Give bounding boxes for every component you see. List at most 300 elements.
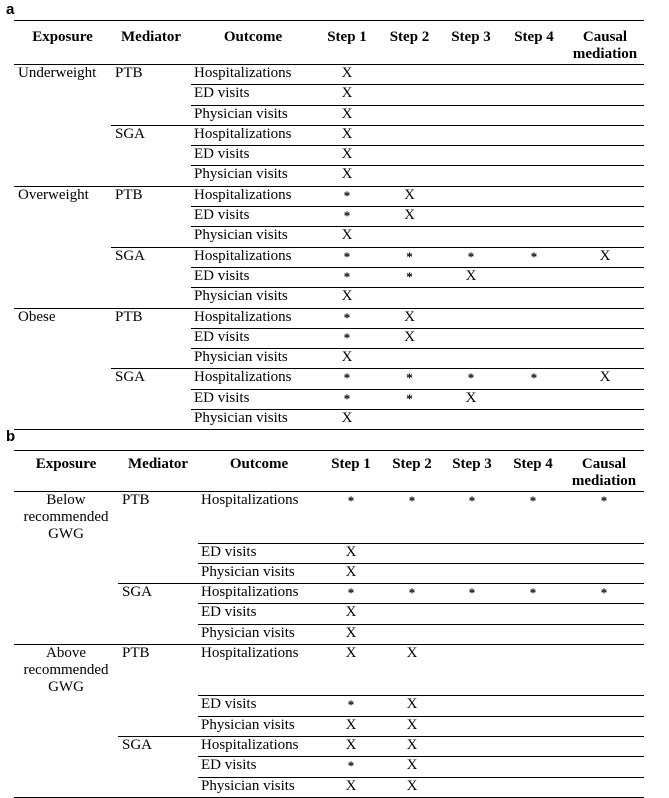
column-header-exposure: Exposure	[14, 451, 118, 492]
mediator-cell	[118, 543, 198, 563]
step-cell	[566, 369, 644, 389]
step-cell	[440, 125, 502, 145]
step-cell	[315, 410, 379, 430]
step-cell	[442, 757, 502, 777]
step-cell	[440, 349, 502, 369]
x-mark: X	[406, 757, 418, 774]
mediator-cell	[111, 105, 191, 125]
table-row	[14, 207, 644, 227]
x-mark: X	[404, 308, 415, 325]
x-mark: X	[465, 267, 477, 284]
step-cell	[564, 543, 644, 563]
asterisk-mark: *	[406, 390, 413, 406]
step-cell	[382, 543, 442, 563]
step-cell	[440, 288, 502, 308]
step-cell	[442, 584, 502, 604]
step-cell	[566, 207, 644, 227]
asterisk-mark: *	[347, 758, 355, 774]
exposure-cell	[14, 125, 111, 145]
step-cell	[382, 777, 442, 797]
column-header-step-3: Step 3	[442, 451, 502, 492]
step-cell	[315, 186, 379, 206]
step-cell	[379, 288, 440, 308]
table-row	[14, 716, 644, 736]
exposure-cell	[14, 696, 118, 716]
mediator-cell	[111, 288, 191, 308]
asterisk-mark: *	[529, 493, 537, 508]
step-cell	[440, 227, 502, 247]
outcome-cell: Hospitalizations	[191, 308, 315, 328]
x-mark: X	[345, 604, 357, 621]
step-cell	[382, 563, 442, 583]
column-header-outcome: Outcome	[198, 451, 320, 492]
x-mark: X	[404, 186, 415, 203]
step-cell	[566, 105, 644, 125]
step-cell	[442, 777, 502, 797]
exposure-cell	[14, 410, 111, 430]
step-cell	[379, 146, 440, 166]
mediator-cell: SGA	[115, 247, 146, 264]
step-cell	[320, 716, 382, 736]
step-cell	[440, 247, 502, 267]
exposure-cell	[14, 543, 118, 563]
outcome-cell: Physician visits	[191, 227, 315, 247]
step-cell	[502, 308, 566, 328]
outcome-cell: ED visits	[191, 389, 315, 409]
step-cell	[502, 369, 566, 389]
panel-a-label: a	[6, 1, 15, 18]
exposure-cell	[14, 267, 111, 287]
step-cell	[315, 207, 379, 227]
asterisk-mark: *	[467, 370, 475, 386]
step-cell	[379, 166, 440, 186]
asterisk-mark: *	[406, 370, 413, 386]
asterisk-mark: *	[468, 493, 476, 508]
table-row	[14, 247, 644, 267]
step-cell	[320, 737, 382, 757]
step-cell	[315, 328, 379, 348]
step-cell	[315, 288, 379, 308]
outcome-cell: ED visits	[191, 85, 315, 105]
asterisk-mark: *	[343, 390, 351, 406]
outcome-cell: Hospitalizations	[191, 125, 315, 145]
asterisk-mark: *	[343, 248, 351, 264]
exposure-cell	[14, 757, 118, 777]
step-cell	[315, 65, 379, 85]
step-cell	[502, 737, 564, 757]
table-row	[14, 492, 644, 544]
step-cell	[502, 105, 566, 125]
exposure-cell	[14, 716, 118, 736]
table-row	[14, 389, 644, 409]
asterisk-mark: *	[343, 309, 351, 325]
outcome-cell: Physician visits	[191, 288, 315, 308]
mediator-cell: PTB	[115, 186, 143, 203]
column-header-step-4: Step 4	[502, 451, 564, 492]
mediator-cell: PTB	[122, 492, 150, 508]
outcome-cell: Physician visits	[198, 777, 320, 797]
mediator-cell: SGA	[122, 584, 153, 601]
exposure-cell	[14, 166, 111, 186]
x-mark: X	[406, 716, 418, 733]
step-cell	[564, 757, 644, 777]
step-cell	[564, 624, 644, 644]
step-cell	[379, 410, 440, 430]
asterisk-mark: *	[467, 248, 475, 264]
outcome-cell: Hospitalizations	[198, 644, 320, 696]
step-cell	[315, 308, 379, 328]
table-row	[14, 328, 644, 348]
mediator-cell	[118, 604, 198, 624]
exposure-cell	[14, 207, 111, 227]
mediator-cell	[111, 328, 191, 348]
x-mark: X	[341, 349, 353, 366]
table-row	[14, 288, 644, 308]
step-cell	[566, 125, 644, 145]
table-row	[14, 65, 644, 85]
asterisk-mark: *	[600, 585, 608, 601]
step-cell	[379, 65, 440, 85]
column-header-mediator: Mediator	[111, 21, 191, 65]
x-mark: X	[341, 227, 353, 244]
table-b	[14, 450, 644, 798]
step-cell	[315, 247, 379, 267]
exposure-cell: Underweight	[18, 65, 97, 81]
mediator-cell	[118, 624, 198, 644]
x-mark: X	[341, 288, 353, 305]
step-cell	[442, 492, 502, 544]
step-cell	[502, 584, 564, 604]
step-cell	[502, 65, 566, 85]
asterisk-mark: *	[529, 585, 537, 601]
step-cell	[502, 389, 566, 409]
mediator-cell	[118, 716, 198, 736]
table-row	[14, 644, 644, 696]
x-mark: X	[404, 207, 415, 224]
column-header-step-3: Step 3	[440, 21, 502, 65]
x-mark: X	[341, 125, 353, 142]
outcome-cell: ED visits	[198, 696, 320, 716]
outcome-cell: Physician visits	[191, 410, 315, 430]
step-cell	[502, 328, 566, 348]
table-row	[14, 349, 644, 369]
step-cell	[379, 247, 440, 267]
step-cell	[382, 492, 442, 544]
step-cell	[440, 105, 502, 125]
mediator-cell	[111, 389, 191, 409]
outcome-cell: Hospitalizations	[191, 186, 315, 206]
mediator-cell	[111, 166, 191, 186]
asterisk-mark: *	[343, 187, 351, 203]
outcome-cell: ED visits	[191, 207, 315, 227]
step-cell	[382, 604, 442, 624]
asterisk-mark: *	[347, 493, 355, 508]
step-cell	[442, 737, 502, 757]
step-cell	[379, 207, 440, 227]
mediator-cell: SGA	[122, 737, 153, 754]
step-cell	[440, 369, 502, 389]
column-header-exposure: Exposure	[14, 21, 111, 65]
step-cell	[315, 227, 379, 247]
asterisk-mark: *	[530, 370, 538, 386]
step-cell	[440, 186, 502, 206]
step-cell	[502, 186, 566, 206]
step-cell	[315, 146, 379, 166]
mediator-cell	[111, 267, 191, 287]
table-row	[14, 227, 644, 247]
exposure-cell	[14, 349, 111, 369]
asterisk-mark: *	[406, 268, 413, 284]
mediator-cell	[111, 227, 191, 247]
x-mark: X	[341, 410, 353, 427]
step-cell	[440, 410, 502, 430]
exposure-cell	[14, 146, 111, 166]
step-cell	[440, 328, 502, 348]
exposure-cell: Overweight	[18, 186, 89, 203]
step-cell	[382, 696, 442, 716]
step-cell	[315, 369, 379, 389]
step-cell	[502, 604, 564, 624]
step-cell	[320, 604, 382, 624]
step-cell	[382, 644, 442, 696]
table-row	[14, 369, 644, 389]
step-cell	[502, 777, 564, 797]
mediator-cell	[118, 563, 198, 583]
step-cell	[502, 288, 566, 308]
step-cell	[566, 227, 644, 247]
x-mark: X	[404, 328, 415, 345]
table-row	[14, 563, 644, 583]
panel-b-label: b	[6, 428, 16, 445]
step-cell	[566, 308, 644, 328]
step-cell	[502, 757, 564, 777]
step-cell	[502, 349, 566, 369]
asterisk-mark: *	[347, 585, 355, 601]
column-header-step-2: Step 2	[379, 21, 440, 65]
step-cell	[502, 563, 564, 583]
step-cell	[440, 207, 502, 227]
step-cell	[320, 584, 382, 604]
step-cell	[566, 389, 644, 409]
table-row	[14, 410, 644, 430]
exposure-cell	[14, 777, 118, 797]
x-mark: X	[345, 716, 357, 733]
step-cell	[502, 247, 566, 267]
step-cell	[442, 644, 502, 696]
step-cell	[379, 308, 440, 328]
table-row	[14, 146, 644, 166]
exposure-cell	[14, 247, 111, 267]
step-cell	[564, 604, 644, 624]
table-row	[14, 105, 644, 125]
step-cell	[566, 85, 644, 105]
step-cell	[566, 247, 644, 267]
step-cell	[315, 389, 379, 409]
step-cell	[320, 543, 382, 563]
outcome-cell: Physician visits	[198, 624, 320, 644]
step-cell	[315, 85, 379, 105]
outcome-cell: Physician visits	[191, 105, 315, 125]
step-cell	[320, 696, 382, 716]
mediator-cell	[111, 146, 191, 166]
step-cell	[564, 696, 644, 716]
outcome-cell: ED visits	[198, 604, 320, 624]
mediator-cell: SGA	[115, 125, 146, 142]
step-cell	[502, 166, 566, 186]
asterisk-mark: *	[343, 329, 351, 345]
step-cell	[502, 696, 564, 716]
asterisk-mark: *	[408, 585, 416, 601]
step-cell	[566, 410, 644, 430]
step-cell	[379, 369, 440, 389]
step-cell	[502, 227, 566, 247]
x-mark: X	[345, 543, 357, 560]
step-cell	[566, 166, 644, 186]
header-row	[14, 451, 644, 492]
step-cell	[320, 644, 382, 696]
mediator-cell: PTB	[115, 65, 143, 81]
step-cell	[566, 288, 644, 308]
x-mark: X	[599, 369, 611, 386]
x-mark: X	[341, 85, 353, 102]
mediator-cell: PTB	[115, 308, 143, 325]
step-cell	[379, 85, 440, 105]
outcome-cell: Physician visits	[191, 166, 315, 186]
step-cell	[502, 644, 564, 696]
step-cell	[566, 65, 644, 85]
step-cell	[442, 696, 502, 716]
outcome-cell: Hospitalizations	[198, 584, 320, 604]
step-cell	[440, 308, 502, 328]
step-cell	[502, 624, 564, 644]
step-cell	[379, 389, 440, 409]
exposure-cell	[14, 85, 111, 105]
step-cell	[315, 105, 379, 125]
column-header-causal-mediation: Causal mediation	[566, 21, 644, 65]
asterisk-mark: *	[343, 208, 351, 224]
step-cell	[320, 492, 382, 544]
step-cell	[564, 492, 644, 544]
outcome-cell: Hospitalizations	[191, 369, 315, 389]
step-cell	[320, 757, 382, 777]
x-mark: X	[345, 563, 357, 580]
asterisk-mark: *	[343, 268, 351, 284]
outcome-cell: ED visits	[191, 267, 315, 287]
exposure-cell	[14, 105, 111, 125]
step-cell	[379, 227, 440, 247]
asterisk-mark: *	[408, 493, 416, 508]
column-header-step-4: Step 4	[502, 21, 566, 65]
asterisk-mark: *	[343, 370, 351, 386]
step-cell	[379, 267, 440, 287]
column-header-outcome: Outcome	[191, 21, 315, 65]
exposure-cell	[14, 288, 111, 308]
step-cell	[440, 85, 502, 105]
mediator-cell	[111, 85, 191, 105]
exposure-cell	[14, 584, 118, 604]
outcome-cell: Hospitalizations	[191, 247, 315, 267]
x-mark: X	[406, 696, 418, 713]
exposure-cell	[14, 624, 118, 644]
step-cell	[502, 410, 566, 430]
asterisk-mark: *	[347, 697, 355, 713]
step-cell	[320, 563, 382, 583]
step-cell	[379, 349, 440, 369]
table-row	[14, 125, 644, 145]
x-mark: X	[341, 65, 353, 81]
x-mark: X	[345, 777, 357, 794]
outcome-cell: Physician visits	[191, 349, 315, 369]
column-header-causal-mediation: Causal mediation	[564, 451, 644, 492]
step-cell	[315, 267, 379, 287]
step-cell	[320, 777, 382, 797]
column-header-step-2: Step 2	[382, 451, 442, 492]
header-row	[14, 21, 644, 65]
asterisk-mark: *	[530, 248, 538, 264]
outcome-cell: Hospitalizations	[198, 492, 320, 544]
step-cell	[564, 737, 644, 757]
table-row	[14, 166, 644, 186]
exposure-cell: Above recommended GWG	[23, 644, 109, 695]
mediator-cell	[118, 777, 198, 797]
step-cell	[502, 125, 566, 145]
table-row	[14, 543, 644, 563]
step-cell	[320, 624, 382, 644]
step-cell	[502, 492, 564, 544]
step-cell	[502, 146, 566, 166]
step-cell	[564, 644, 644, 696]
outcome-cell: ED visits	[191, 146, 315, 166]
table-row	[14, 777, 644, 797]
table-row	[14, 624, 644, 644]
step-cell	[502, 267, 566, 287]
mediator-cell: SGA	[115, 369, 146, 386]
step-cell	[379, 328, 440, 348]
exposure-cell	[14, 737, 118, 757]
x-mark: X	[465, 389, 477, 406]
step-cell	[379, 105, 440, 125]
x-mark: X	[406, 777, 418, 794]
step-cell	[382, 757, 442, 777]
step-cell	[382, 716, 442, 736]
x-mark: X	[341, 166, 353, 183]
table-row	[14, 696, 644, 716]
step-cell	[315, 166, 379, 186]
step-cell	[382, 584, 442, 604]
step-cell	[442, 624, 502, 644]
step-cell	[502, 716, 564, 736]
asterisk-mark: *	[600, 493, 608, 508]
mediator-cell	[118, 696, 198, 716]
column-header-step-1: Step 1	[320, 451, 382, 492]
step-cell	[442, 604, 502, 624]
exposure-cell	[14, 227, 111, 247]
table-row	[14, 186, 644, 206]
step-cell	[502, 543, 564, 563]
table-a	[14, 20, 644, 430]
outcome-cell: ED visits	[198, 757, 320, 777]
exposure-cell: Below recommended GWG	[23, 492, 109, 542]
x-mark: X	[345, 624, 357, 641]
table-row	[14, 267, 644, 287]
outcome-cell: Physician visits	[198, 563, 320, 583]
step-cell	[566, 186, 644, 206]
asterisk-mark: *	[406, 248, 413, 264]
step-cell	[315, 349, 379, 369]
step-cell	[566, 349, 644, 369]
x-mark: X	[345, 737, 357, 754]
exposure-cell	[14, 369, 111, 389]
